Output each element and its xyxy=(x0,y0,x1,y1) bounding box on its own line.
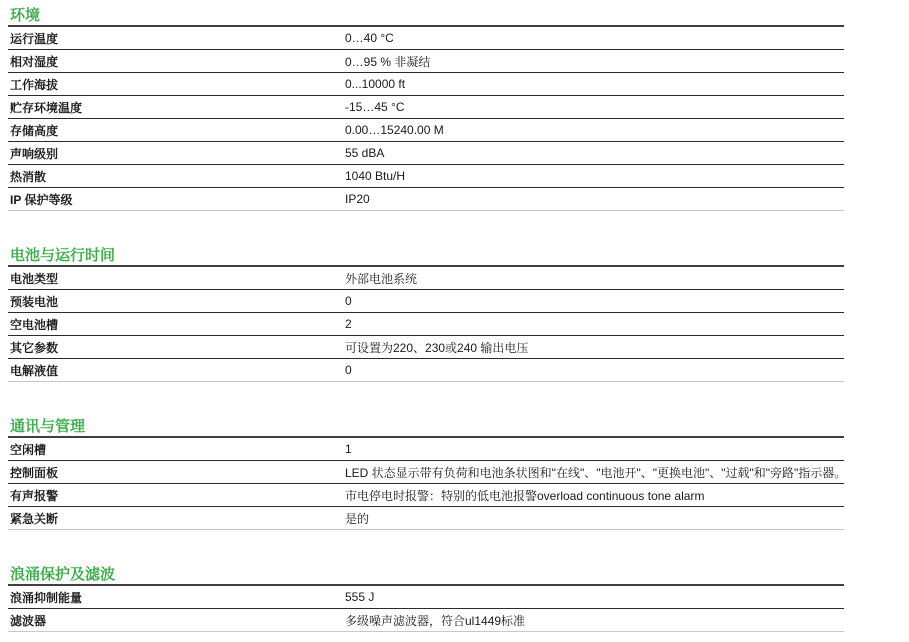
spec-value: 0…95 % 非凝结 xyxy=(345,54,431,69)
section-rows xyxy=(8,27,844,211)
spec-value: 0...10000 ft xyxy=(345,77,406,91)
spec-section xyxy=(8,247,844,382)
spec-value: -15…45 °C xyxy=(345,100,405,114)
spec-value: 555 J xyxy=(345,590,375,604)
section-title: 环境 xyxy=(8,7,844,27)
spec-label: 控制面板 xyxy=(10,465,59,480)
spec-label: 预装电池 xyxy=(10,294,59,309)
table-row xyxy=(8,96,844,119)
table-row xyxy=(8,313,844,336)
table-row xyxy=(8,267,844,290)
section-rows xyxy=(8,438,847,530)
spec-value: 外部电池系统 xyxy=(345,271,418,286)
spec-label: 工作海拔 xyxy=(10,77,59,92)
spec-label: 热消散 xyxy=(10,169,47,184)
table-row xyxy=(8,461,847,484)
table-row xyxy=(8,507,844,530)
spec-label: 空闲槽 xyxy=(10,442,47,457)
spec-value: 可设置为220、230或240 输出电压 xyxy=(345,340,529,355)
spec-value: 多级噪声滤波器，符合ul1449标准 xyxy=(345,613,526,628)
table-row xyxy=(8,165,844,188)
table-row xyxy=(8,609,844,632)
spec-label: 滤波器 xyxy=(10,613,47,628)
spec-section xyxy=(8,566,844,632)
spec-value: 55 dBA xyxy=(345,146,385,160)
section-title: 电池与运行时间 xyxy=(8,247,844,267)
table-row xyxy=(8,484,844,507)
spec-value: 0 xyxy=(345,294,352,308)
spec-sections xyxy=(8,7,847,632)
table-row xyxy=(8,119,844,142)
spec-label: 电解液值 xyxy=(10,363,59,378)
table-row xyxy=(8,27,844,50)
spec-value: 0.00…15240.00 M xyxy=(345,123,444,137)
spec-value: LED 状态显示带有负荷和电池条状图和"在线"、"电池开"、"更换电池"、"过载"和"旁路"指示器。 xyxy=(345,465,847,480)
spec-label: 贮存环境温度 xyxy=(10,100,83,115)
table-row xyxy=(8,438,844,461)
spec-value: 市电停电时报警：特别的低电池报警overload continuous tone alarm xyxy=(345,488,705,503)
table-row xyxy=(8,359,844,382)
spec-label: 相对湿度 xyxy=(10,54,59,69)
spec-label: 有声报警 xyxy=(10,488,59,503)
spec-value: IP20 xyxy=(345,192,370,206)
spec-label: 存储高度 xyxy=(10,123,59,138)
section-title: 通讯与管理 xyxy=(8,418,844,438)
spec-section xyxy=(8,418,847,530)
spec-value: 2 xyxy=(345,317,352,331)
spec-value: 0…40 °C xyxy=(345,31,394,45)
spec-label: IP 保护等级 xyxy=(10,192,73,207)
spec-label: 紧急关断 xyxy=(10,511,59,526)
table-row xyxy=(8,290,844,313)
spec-label: 其它参数 xyxy=(10,340,59,355)
table-row xyxy=(8,586,844,609)
spec-section xyxy=(8,7,844,211)
spec-label: 浪涌抑制能量 xyxy=(10,590,83,605)
table-row xyxy=(8,336,844,359)
section-title: 浪涌保护及滤波 xyxy=(8,566,844,586)
spec-label: 空电池槽 xyxy=(10,317,59,332)
section-rows xyxy=(8,586,844,632)
spec-value: 1 xyxy=(345,442,352,456)
table-row xyxy=(8,73,844,96)
spec-label: 声响级别 xyxy=(10,146,59,161)
table-row xyxy=(8,188,844,211)
spec-value: 是的 xyxy=(345,511,370,526)
spec-value: 1040 Btu/H xyxy=(345,169,406,183)
table-row xyxy=(8,50,844,73)
section-rows xyxy=(8,267,844,382)
table-row xyxy=(8,142,844,165)
spec-label: 电池类型 xyxy=(10,271,59,286)
spec-label: 运行温度 xyxy=(10,31,59,46)
spec-value: 0 xyxy=(345,363,352,377)
